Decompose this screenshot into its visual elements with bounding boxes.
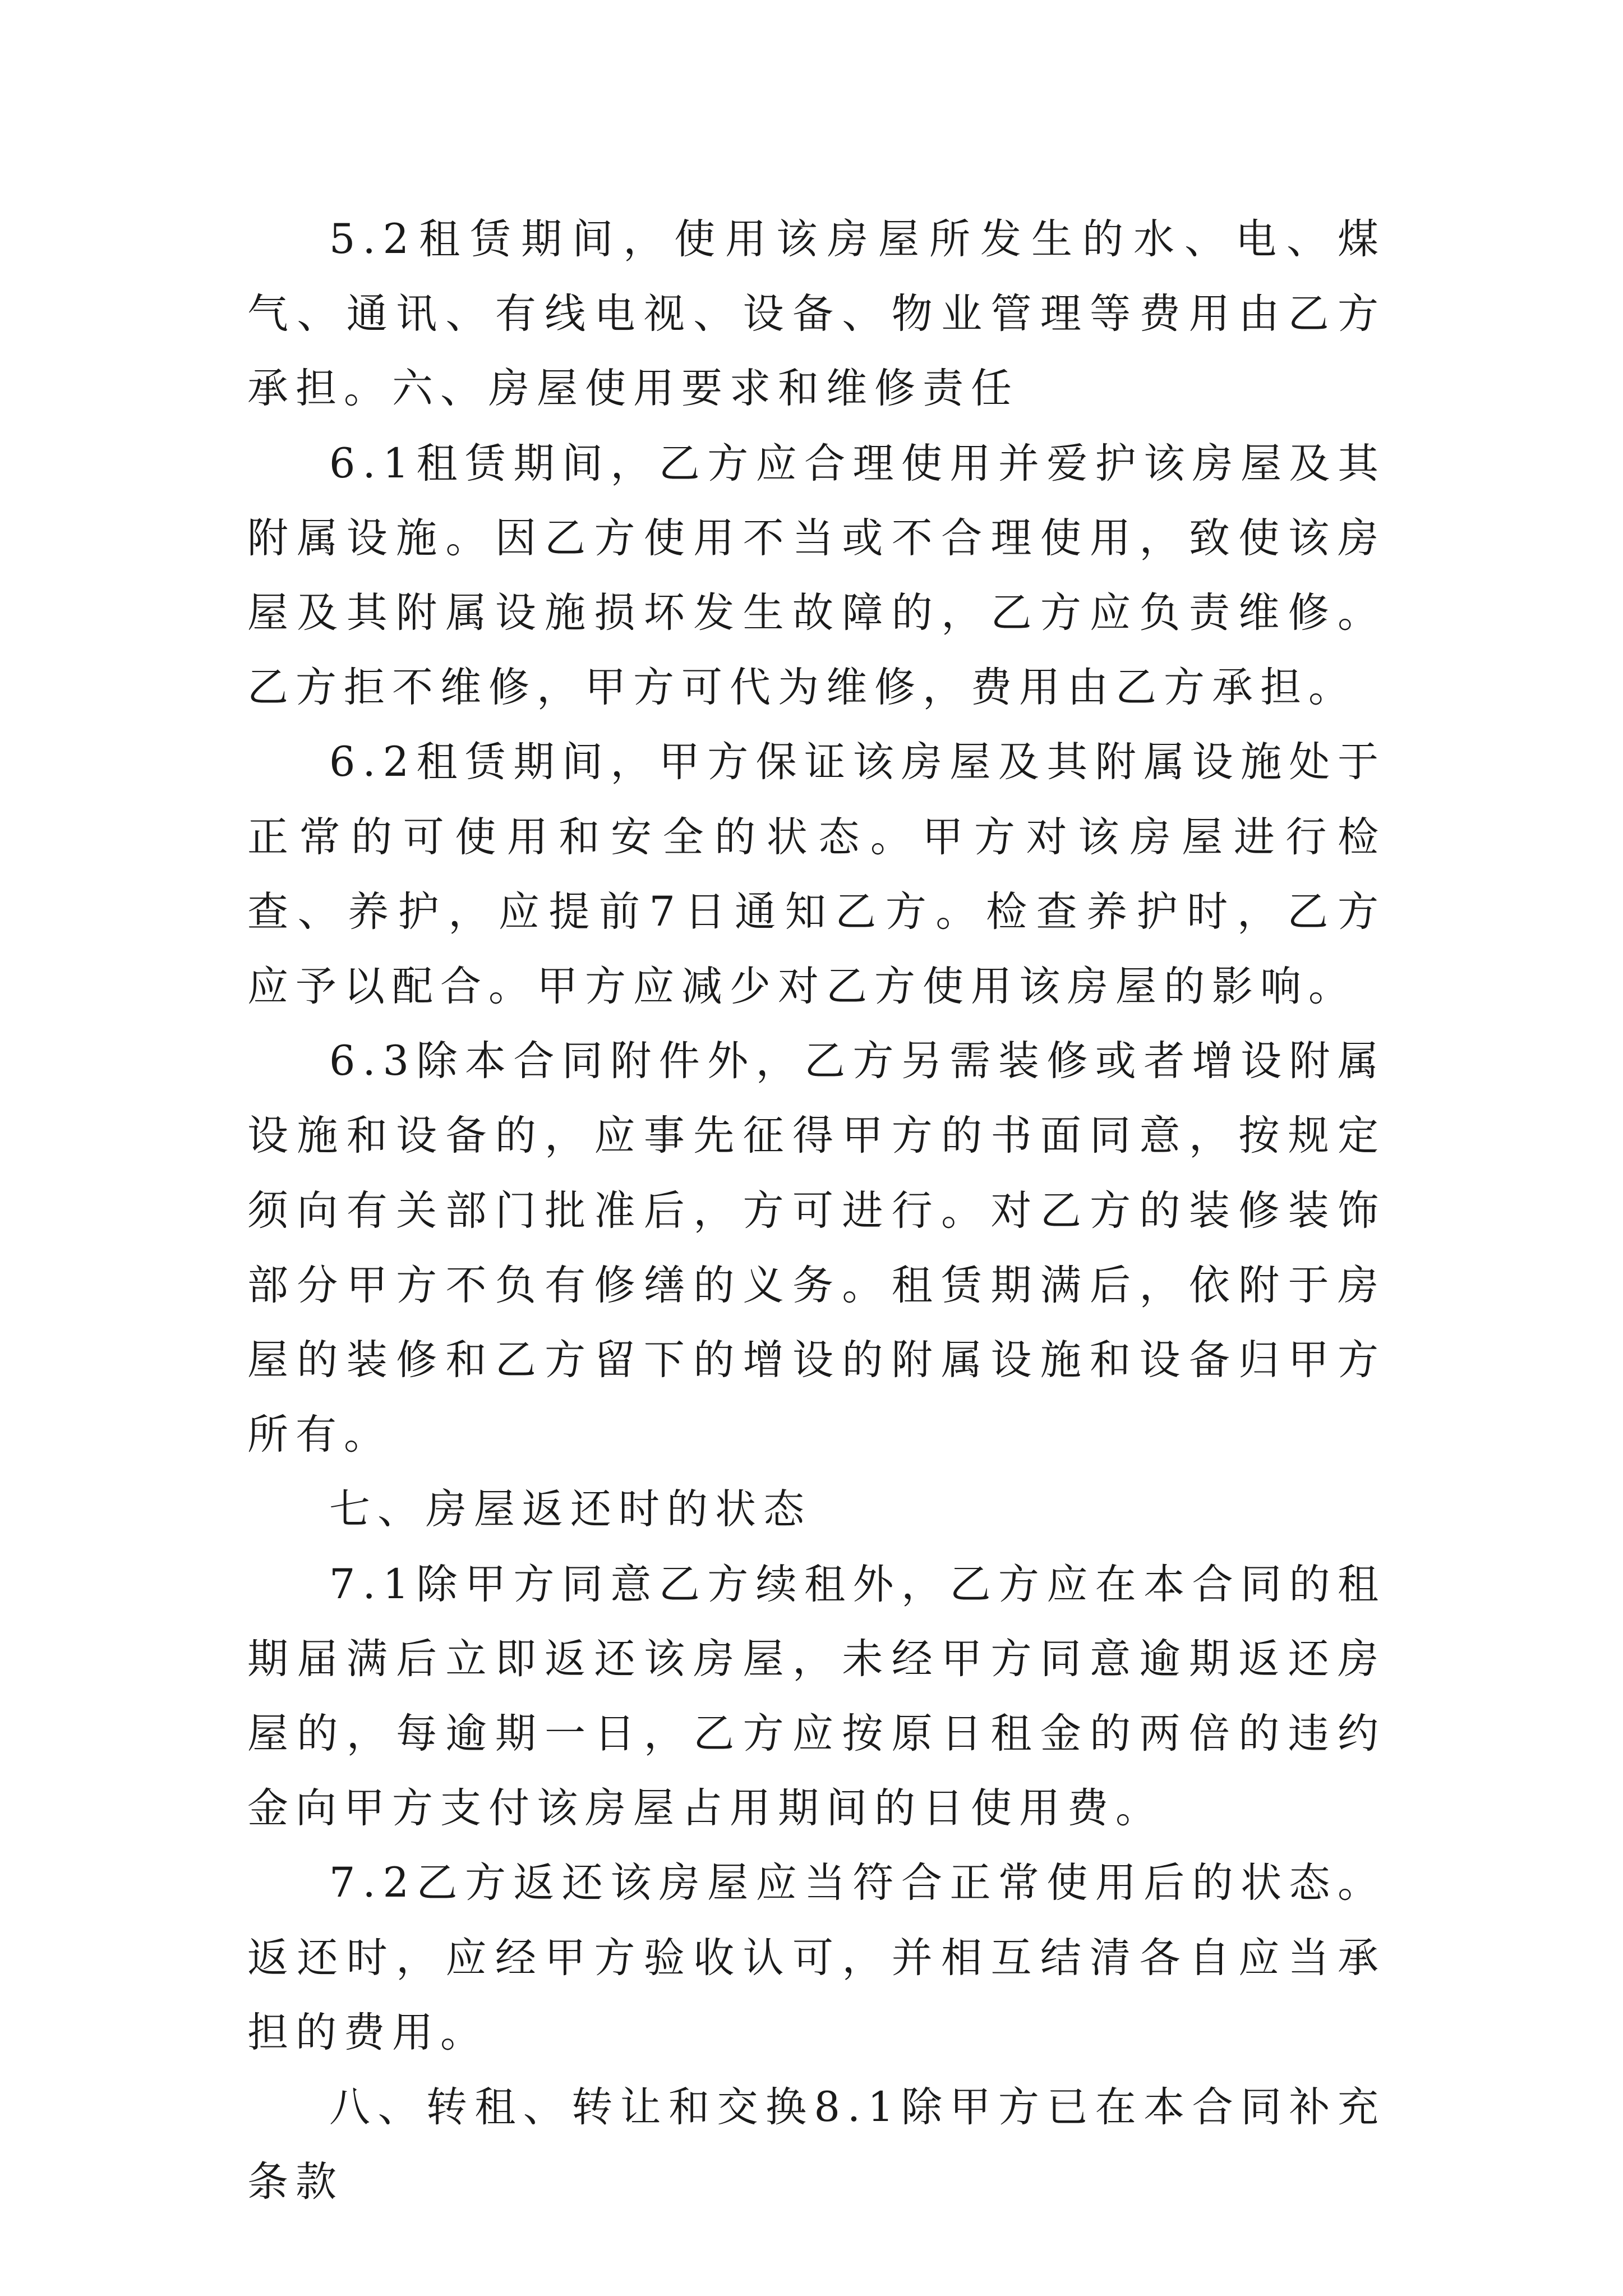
section-7-heading: 七、房屋返还时的状态 xyxy=(329,1485,811,1534)
section-8-paragraph: 八、转租、转让和交换8.1除甲方已在本合同补充条款 xyxy=(247,2083,1386,2206)
clause-6-2-paragraph: 6.2租赁期间，甲方保证该房屋及其附属设施处于正常的可使用和安全的状态。甲方对该房屋进行检查、养护，应提前7日通知乙方。检查养护时，乙方应予以配合。甲方应减少对乙方使用该房屋的影响。 xyxy=(247,738,1386,1011)
clause-7-2-paragraph: 7.2乙方返还该房屋应当符合正常使用后的状态。返还时，应经甲方验收认可，并相互结清各自应当承担的费用。 xyxy=(247,1859,1386,2056)
document-body xyxy=(247,202,1386,2219)
clause-7-1-paragraph: 7.1除甲方同意乙方续租外，乙方应在本合同的租期届满后立即返还该房屋，未经甲方同意逾期返还房屋的，每逾期一日，乙方应按原日租金的两倍的违约金向甲方支付该房屋占用期间的日使用费。 xyxy=(247,1560,1386,1833)
clause-6-1-paragraph: 6.1租赁期间，乙方应合理使用并爱护该房屋及其附属设施。因乙方使用不当或不合理使用，致使该房屋及其附属设施损坏发生故障的，乙方应负责维修。乙方拒不维修，甲方可代为维修，费用由乙方承担。 xyxy=(247,439,1386,712)
clause-6-3-paragraph: 6.3除本合同附件外，乙方另需装修或者增设附属设施和设备的，应事先征得甲方的书面同意，按规定须向有关部门批准后，方可进行。对乙方的装修装饰部分甲方不负有修缮的义务。租赁期满后，依附于房屋的装修和乙方留下的增设的附属设施和设备归甲方所有。 xyxy=(247,1037,1386,1459)
clause-5-2-paragraph: 5.2租赁期间，使用该房屋所发生的水、电、煤气、通讯、有线电视、设备、物业管理等费用由乙方承担。六、房屋使用要求和维修责任 xyxy=(247,215,1386,413)
